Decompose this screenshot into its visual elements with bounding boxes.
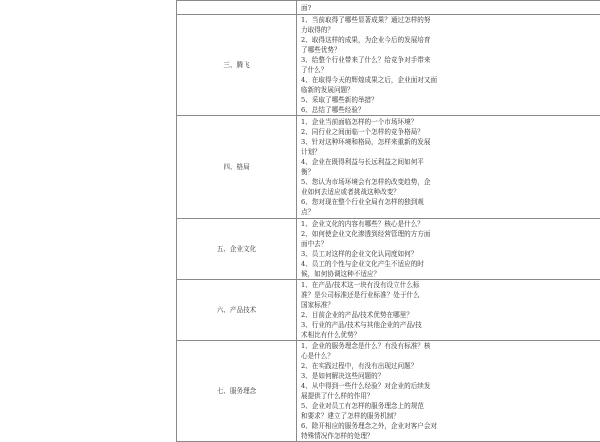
content-line: 1、企业当前面临怎样的一个市场环境？ [301,117,600,127]
row-label-cell [177,1,297,15]
content-line: 候，如何协调这种不适应？ [301,269,600,279]
row-content-cell [297,1,600,15]
content-line: 展提供了什么样的作用？ [301,391,600,401]
content-line: 面中去？ [301,239,600,249]
content-line: 2、同行业之间面临一个怎样的竞争格局？ [301,127,600,137]
table-row [177,1,600,15]
content-line: 6、除开相应的服务理念之外，企业对客户会对 [301,421,600,431]
row-label-cell [177,219,297,280]
content-line: 面? [301,3,600,13]
content-line: 了哪些优势？ [301,45,600,55]
content-line: 点？ [301,207,600,217]
row-label-cell [177,116,297,219]
content-line: 业如何去适应或者挑战这种改变？ [301,187,600,197]
interview-outline-table [176,0,600,442]
content-line: 1、当前取得了哪些显著成果？通过怎样的努 [301,15,600,25]
row-label: 四、格局 [223,163,249,171]
content-line: 心是什么？ [301,351,600,361]
content-line: 2、如何使企业文化渗透到经营管理的方方面 [301,229,600,239]
row-label-cell [177,341,297,442]
row-content-cell [297,116,600,219]
content-line: 3、行业的产品/技术与其他企业的产品/技 [301,320,600,330]
table-row [177,116,600,219]
content-line: 术相比有什么优势？ [301,330,600,340]
content-line: 特殊情况作怎样的处理？ [301,431,600,441]
row-content-cell [297,280,600,341]
row-label: 七、服务理念 [217,387,257,395]
content-line: 6、总结了哪些经验？ [301,105,600,115]
table-row [177,15,600,116]
content-line: 2、目前企业的产品/技术优势在哪里？ [301,310,600,320]
content-line: 力取得的？ [301,25,600,35]
content-line: 衡？ [301,167,600,177]
content-line: 3、给整个行业带来了什么？给竞争对手带来 [301,55,600,65]
content-line: 1、在产品/技术这一块有没有设立什么标 [301,280,600,290]
table-body [177,1,600,442]
table-row [177,341,600,442]
row-content-cell [297,15,600,116]
content-line: 临新的发展问题？ [301,85,600,95]
row-content-cell [297,219,600,280]
content-line: 和要求？建立了怎样的服务机制？ [301,411,600,421]
content-line: 3、员工对这样的企业文化认同度如何？ [301,249,600,259]
row-label: 三、腾飞 [223,61,249,69]
content-line: 3、是如何解决这些问题的？ [301,371,600,381]
content-line: 5、您认为市场环境会有怎样的改变趋势，企 [301,177,600,187]
content-line: 2、取得这样的成果，为企业今后的发展培育 [301,35,600,45]
row-label: 六、产品技术 [217,306,257,314]
content-line: 5、采取了哪些新的举措？ [301,95,600,105]
content-line: 国家标准？ [301,300,600,310]
table-row [177,280,600,341]
content-line: 4、从中得到一些什么经验？对企业的后续发 [301,381,600,391]
row-label-cell [177,280,297,341]
content-line: 4、员工的个性与企业文化产生不适应的时 [301,259,600,269]
table-row [177,219,600,280]
content-line: 4、企业在既得利益与长远利益之间如何平 [301,157,600,167]
content-line: 5、企业对员工有怎样的服务理念上的规范 [301,401,600,411]
content-line: 了什么？ [301,65,600,75]
content-line: 4、在取得今天的辉煌成果之后，企业面对又面 [301,75,600,85]
row-label: 五、企业文化 [217,245,257,253]
content-line: 6、您对现在整个行业全局有怎样的独到观 [301,197,600,207]
content-line: 3、针对这种环境和格局，怎样来重新的发展 [301,137,600,147]
content-line: 2、在实践过程中，有没有出现过问题？ [301,361,600,371]
row-label-cell [177,15,297,116]
content-line: 准？是公司标准还是行业标准？处于什么 [301,290,600,300]
content-line: 1、企业的服务理念是什么？有没有标准？核 [301,341,600,351]
row-content-cell [297,341,600,442]
content-line: 计划？ [301,147,600,157]
content-line: 1、企业文化的内容有哪些？核心是什么？ [301,219,600,229]
